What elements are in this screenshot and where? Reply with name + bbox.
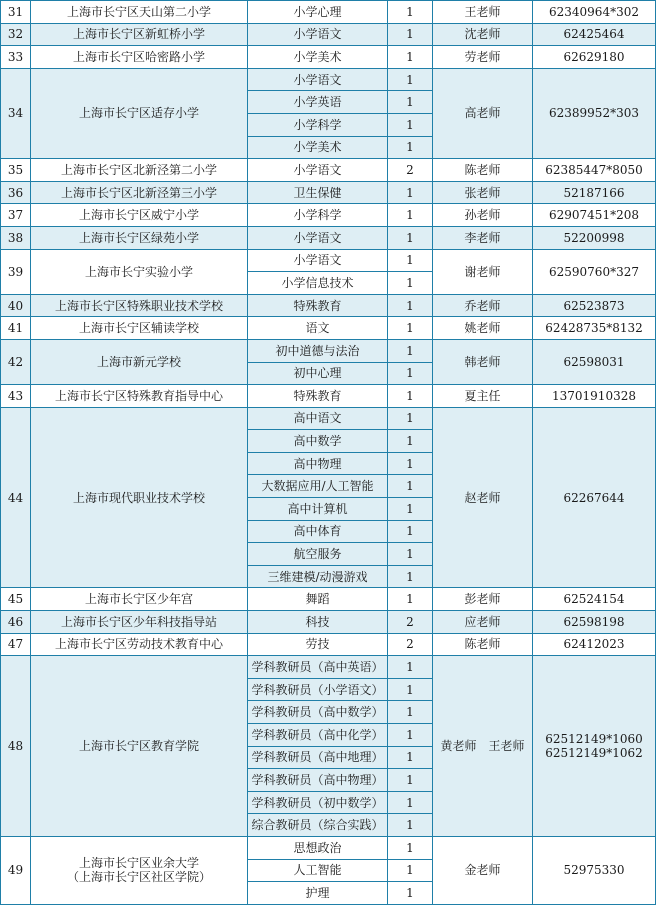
contact-person: 赵老师 <box>433 407 533 588</box>
post-subject: 小学心理 <box>248 1 388 24</box>
table-row <box>1 23 656 46</box>
post-subject: 人工智能 <box>248 859 388 882</box>
contact-phone: 62598031 <box>533 339 656 384</box>
post-count: 1 <box>388 407 433 430</box>
post-count: 1 <box>388 543 433 566</box>
contact-person: 张老师 <box>433 181 533 204</box>
post-count: 2 <box>388 159 433 182</box>
post-count: 1 <box>388 136 433 159</box>
contact-person: 金老师 <box>433 836 533 904</box>
post-count: 1 <box>388 91 433 114</box>
post-subject: 语文 <box>248 317 388 340</box>
contact-person: 孙老师 <box>433 204 533 227</box>
school-name: 上海市长宁区新虹桥小学 <box>31 23 248 46</box>
post-subject: 小学科学 <box>248 113 388 136</box>
school-name: 上海市长宁区少年宫 <box>31 588 248 611</box>
post-count: 1 <box>388 836 433 859</box>
school-name: 上海市新元学校 <box>31 339 248 384</box>
school-name: 上海市长宁区业余大学 （上海市长宁区社区学院） <box>31 836 248 904</box>
school-name: 上海市长宁区辅读学校 <box>31 317 248 340</box>
post-subject: 大数据应用/人工智能 <box>248 475 388 498</box>
post-subject: 高中计算机 <box>248 498 388 521</box>
post-count: 1 <box>388 724 433 747</box>
post-count: 1 <box>388 1 433 24</box>
table-row <box>1 1 656 24</box>
post-count: 1 <box>388 452 433 475</box>
entry-number: 33 <box>1 46 31 69</box>
post-subject: 劳技 <box>248 633 388 656</box>
post-count: 1 <box>388 46 433 69</box>
contact-phone: 52187166 <box>533 181 656 204</box>
school-name: 上海市长宁区少年科技指导站 <box>31 611 248 634</box>
post-subject: 高中体育 <box>248 520 388 543</box>
table-row <box>1 836 656 859</box>
post-count: 1 <box>388 339 433 362</box>
post-subject: 小学语文 <box>248 226 388 249</box>
post-count: 1 <box>388 520 433 543</box>
post-subject: 航空服务 <box>248 543 388 566</box>
school-name: 上海市长宁区特殊职业技术学校 <box>31 294 248 317</box>
post-subject: 小学科学 <box>248 204 388 227</box>
post-count: 1 <box>388 204 433 227</box>
contact-person: 彭老师 <box>433 588 533 611</box>
post-count: 1 <box>388 23 433 46</box>
entry-number: 44 <box>1 407 31 588</box>
table-row <box>1 226 656 249</box>
post-subject: 学科教研员（初中数学） <box>248 791 388 814</box>
post-subject: 学科教研员（高中数学） <box>248 701 388 724</box>
contact-person: 陈老师 <box>433 633 533 656</box>
post-count: 1 <box>388 656 433 679</box>
contact-phone: 62598198 <box>533 611 656 634</box>
post-subject: 学科教研员（高中地理） <box>248 746 388 769</box>
post-subject: 小学美术 <box>248 136 388 159</box>
post-count: 2 <box>388 611 433 634</box>
contact-phone: 13701910328 <box>533 385 656 408</box>
contact-phone: 62425464 <box>533 23 656 46</box>
post-subject: 学科教研员（高中英语） <box>248 656 388 679</box>
table-row <box>1 407 656 430</box>
post-subject: 高中语文 <box>248 407 388 430</box>
post-subject: 综合教研员（综合实践） <box>248 814 388 837</box>
post-count: 1 <box>388 294 433 317</box>
school-name: 上海市长宁区天山第二小学 <box>31 1 248 24</box>
table-row <box>1 181 656 204</box>
table-row <box>1 588 656 611</box>
entry-number: 38 <box>1 226 31 249</box>
post-count: 1 <box>388 791 433 814</box>
entry-number: 41 <box>1 317 31 340</box>
post-subject: 小学信息技术 <box>248 272 388 295</box>
contact-person: 韩老师 <box>433 339 533 384</box>
contact-phone: 62389952*303 <box>533 68 656 158</box>
school-name: 上海市长宁区教育学院 <box>31 656 248 837</box>
table-row <box>1 204 656 227</box>
contact-phone: 62385447*8050 <box>533 159 656 182</box>
post-count: 1 <box>388 430 433 453</box>
contact-phone: 62512149*1060 62512149*1062 <box>533 656 656 837</box>
entry-number: 45 <box>1 588 31 611</box>
entry-number: 40 <box>1 294 31 317</box>
contact-phone: 52975330 <box>533 836 656 904</box>
post-count: 1 <box>388 272 433 295</box>
table-row <box>1 68 656 91</box>
school-name: 上海市长宁区哈密路小学 <box>31 46 248 69</box>
contact-phone: 62412023 <box>533 633 656 656</box>
entry-number: 32 <box>1 23 31 46</box>
entry-number: 37 <box>1 204 31 227</box>
post-count: 1 <box>388 746 433 769</box>
contact-phone: 62428735*8132 <box>533 317 656 340</box>
table-row <box>1 339 656 362</box>
contact-person: 劳老师 <box>433 46 533 69</box>
post-subject: 初中道德与法治 <box>248 339 388 362</box>
table-body <box>1 1 656 905</box>
post-subject: 小学语文 <box>248 249 388 272</box>
school-name: 上海市长宁区劳动技术教育中心 <box>31 633 248 656</box>
table-row <box>1 611 656 634</box>
post-subject: 卫生保健 <box>248 181 388 204</box>
table-row <box>1 317 656 340</box>
contact-phone: 52200998 <box>533 226 656 249</box>
contact-phone: 62267644 <box>533 407 656 588</box>
entry-number: 42 <box>1 339 31 384</box>
post-count: 1 <box>388 769 433 792</box>
post-subject: 小学语文 <box>248 23 388 46</box>
post-subject: 特殊教育 <box>248 385 388 408</box>
entry-number: 49 <box>1 836 31 904</box>
entry-number: 35 <box>1 159 31 182</box>
entry-number: 48 <box>1 656 31 837</box>
school-name: 上海市长宁区特殊教育指导中心 <box>31 385 248 408</box>
post-subject: 学科教研员（小学语文） <box>248 678 388 701</box>
contact-phone: 62907451*208 <box>533 204 656 227</box>
school-name: 上海市长宁区北新泾第三小学 <box>31 181 248 204</box>
school-name: 上海市长宁区适存小学 <box>31 68 248 158</box>
post-subject: 学科教研员（高中物理） <box>248 769 388 792</box>
entry-number: 46 <box>1 611 31 634</box>
post-count: 1 <box>388 226 433 249</box>
post-count: 1 <box>388 475 433 498</box>
contact-person: 黄老师 王老师 <box>433 656 533 837</box>
post-subject: 科技 <box>248 611 388 634</box>
entry-number: 43 <box>1 385 31 408</box>
school-name: 上海市长宁实验小学 <box>31 249 248 294</box>
contact-person: 陈老师 <box>433 159 533 182</box>
table-row <box>1 633 656 656</box>
post-count: 1 <box>388 678 433 701</box>
post-subject: 特殊教育 <box>248 294 388 317</box>
contact-phone: 62340964*302 <box>533 1 656 24</box>
entry-number: 36 <box>1 181 31 204</box>
post-count: 1 <box>388 814 433 837</box>
contact-phone: 62590760*327 <box>533 249 656 294</box>
school-name: 上海市长宁区北新泾第二小学 <box>31 159 248 182</box>
table-row <box>1 656 656 679</box>
post-count: 1 <box>388 385 433 408</box>
post-count: 1 <box>388 249 433 272</box>
post-subject: 小学英语 <box>248 91 388 114</box>
post-count: 1 <box>388 362 433 385</box>
post-count: 1 <box>388 498 433 521</box>
table-row <box>1 385 656 408</box>
post-subject: 护理 <box>248 882 388 905</box>
post-count: 2 <box>388 633 433 656</box>
post-count: 1 <box>388 859 433 882</box>
post-count: 1 <box>388 317 433 340</box>
post-subject: 学科教研员（高中化学） <box>248 724 388 747</box>
table-row <box>1 294 656 317</box>
contact-phone: 62524154 <box>533 588 656 611</box>
post-subject: 舞蹈 <box>248 588 388 611</box>
contact-person: 谢老师 <box>433 249 533 294</box>
contact-person: 姚老师 <box>433 317 533 340</box>
post-count: 1 <box>388 68 433 91</box>
post-count: 1 <box>388 113 433 136</box>
school-name: 上海市现代职业技术学校 <box>31 407 248 588</box>
contact-person: 王老师 <box>433 1 533 24</box>
post-subject: 三维建模/动漫游戏 <box>248 565 388 588</box>
contact-phone: 62629180 <box>533 46 656 69</box>
post-subject: 小学语文 <box>248 68 388 91</box>
contact-person: 夏主任 <box>433 385 533 408</box>
contact-person: 应老师 <box>433 611 533 634</box>
post-subject: 思想政治 <box>248 836 388 859</box>
contact-person: 高老师 <box>433 68 533 158</box>
post-subject: 小学美术 <box>248 46 388 69</box>
post-count: 1 <box>388 882 433 905</box>
post-subject: 初中心理 <box>248 362 388 385</box>
entry-number: 39 <box>1 249 31 294</box>
entry-number: 34 <box>1 68 31 158</box>
contact-person: 李老师 <box>433 226 533 249</box>
school-name: 上海市长宁区绿苑小学 <box>31 226 248 249</box>
post-subject: 高中数学 <box>248 430 388 453</box>
post-subject: 小学语文 <box>248 159 388 182</box>
post-count: 1 <box>388 701 433 724</box>
contact-phone: 62523873 <box>533 294 656 317</box>
contact-person: 沈老师 <box>433 23 533 46</box>
post-count: 1 <box>388 565 433 588</box>
post-count: 1 <box>388 588 433 611</box>
entry-number: 47 <box>1 633 31 656</box>
entry-number: 31 <box>1 1 31 24</box>
contact-person: 乔老师 <box>433 294 533 317</box>
table-row <box>1 46 656 69</box>
table-row <box>1 249 656 272</box>
table-row <box>1 159 656 182</box>
school-name: 上海市长宁区威宁小学 <box>31 204 248 227</box>
post-count: 1 <box>388 181 433 204</box>
post-subject: 高中物理 <box>248 452 388 475</box>
